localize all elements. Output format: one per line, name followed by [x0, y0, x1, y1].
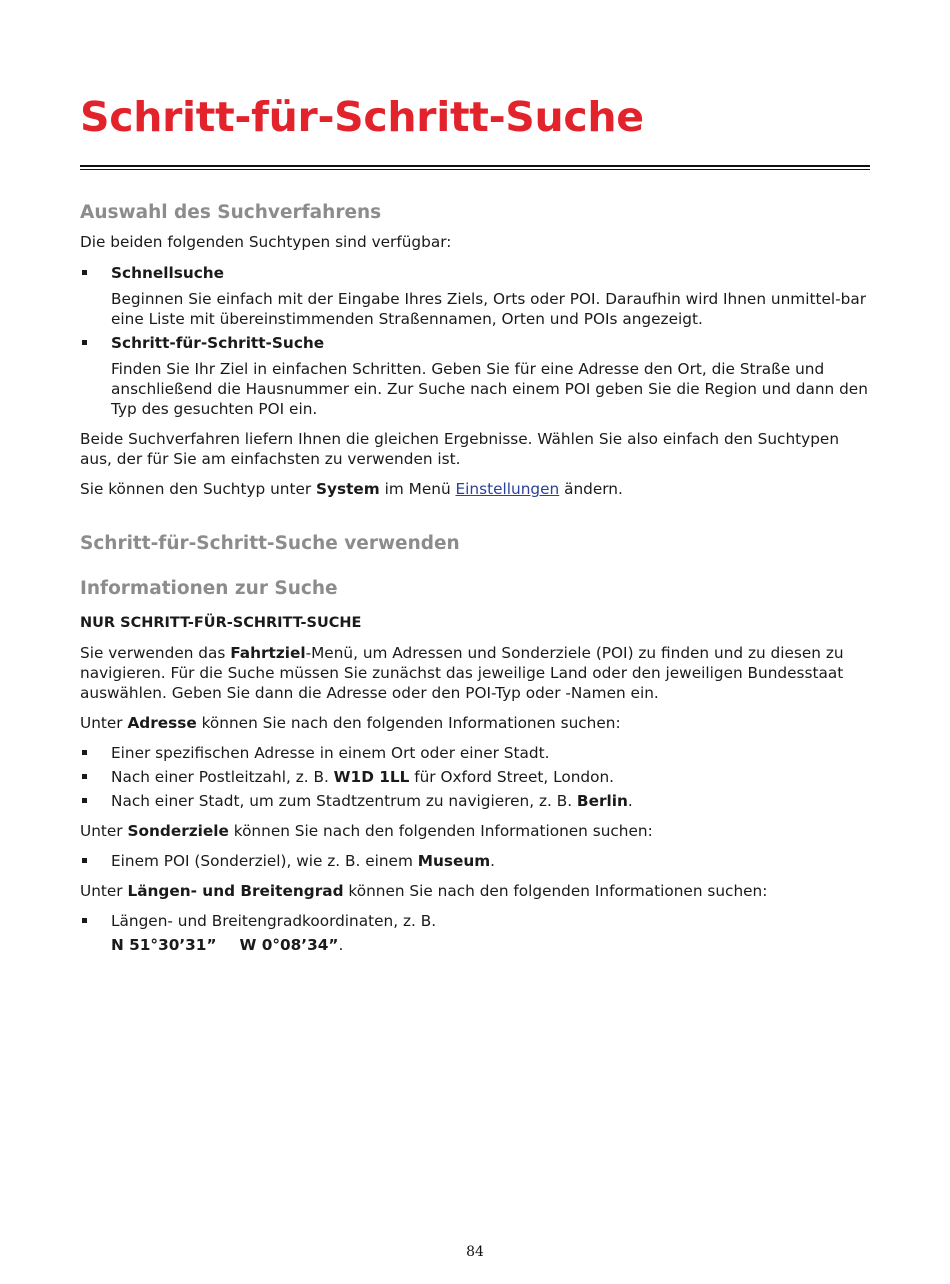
item-description: Beginnen Sie einfach mit der Eingabe Ihres Ziels, Orts oder POI. Daraufhin wird Ihnen unmittel-bar eine Liste mit übereinstimmenden Straßennamen, Orten und POIs angezeigt. — [111, 290, 866, 328]
list-item — [80, 333, 870, 419]
change-paragraph: Sie können den Suchtyp unter System im Menü Einstellungen ändern. — [80, 480, 623, 498]
fahrtziel-paragraph: Sie verwenden das Fahrtziel-Menü, um Adressen und Sonderziele (POI) zu finden und zu diesen zu navigieren. Für die Suche müssen Sie zunächst das jeweilige Land oder den jeweiligen Bundesstaat auswählen. Geben Sie dann die Adresse oder den POI-Typ oder -Namen ein. — [80, 644, 844, 702]
page-content — [80, 201, 870, 955]
list-item: Längen- und Breitengradkoordinaten, z. B. N 51°30’31” W 0°08’34”. — [80, 911, 870, 955]
poi-intro: Unter Sonderziele können Sie nach den folgenden Informationen suchen: — [80, 822, 653, 840]
item-label: Schnellsuche — [111, 264, 225, 282]
title-divider — [80, 165, 870, 170]
intro-text: Die beiden folgenden Suchtypen sind verfügbar: — [80, 233, 452, 251]
page-number: 84 — [466, 1244, 484, 1260]
list-item: Nach einer Postleitzahl, z. B. W1D 1LL für Oxford Street, London. — [80, 767, 870, 787]
address-intro: Unter Adresse können Sie nach den folgenden Informationen suchen: — [80, 714, 621, 732]
item-description: Finden Sie Ihr Ziel in einfachen Schritten. Geben Sie für eine Adresse den Ort, die Straße und anschließend die Hausnummer ein. Zur Suche nach einem POI geben Sie die Region und dann den Typ des gesuchten POI ein. — [111, 360, 868, 418]
page-title: Schritt-für-Schritt-Suche — [80, 93, 644, 141]
section-heading-verwenden: Schritt-für-Schritt-Suche verwenden — [80, 533, 460, 554]
section-heading-informationen: Informationen zur Suche — [80, 578, 338, 599]
bullet-icon — [82, 918, 87, 923]
list-item — [80, 263, 870, 329]
coords-list — [80, 911, 870, 955]
poi-list — [80, 851, 870, 871]
section-heading-auswahl: Auswahl des Suchverfahrens — [80, 202, 382, 223]
bullet-icon — [82, 774, 87, 779]
item-label: Schritt-für-Schritt-Suche — [111, 334, 325, 352]
bullet-icon — [82, 270, 87, 275]
subheading: NUR SCHRITT-FÜR-SCHRITT-SUCHE — [80, 615, 362, 631]
bullet-icon — [82, 798, 87, 803]
bullet-icon — [82, 750, 87, 755]
coordinate-example: N 51°30’31” W 0°08’34”. — [111, 936, 344, 954]
list-item: Einem POI (Sonderziel), wie z. B. einem Museum. — [80, 851, 870, 871]
search-type-list — [80, 263, 870, 419]
bullet-icon — [82, 858, 87, 863]
results-paragraph: Beide Suchverfahren liefern Ihnen die gleichen Ergebnisse. Wählen Sie also einfach den Suchtypen aus, der für Sie am einfachsten zu verwenden ist. — [80, 430, 840, 468]
coords-intro: Unter Längen- und Breitengrad können Sie nach den folgenden Informationen suchen: — [80, 882, 768, 900]
einstellungen-link[interactable]: Einstellungen — [455, 480, 560, 498]
bullet-icon — [82, 340, 87, 345]
list-item: Nach einer Stadt, um zum Stadtzentrum zu navigieren, z. B. Berlin. — [80, 791, 870, 811]
list-item: Einer spezifischen Adresse in einem Ort oder einer Stadt. — [80, 743, 870, 763]
address-list — [80, 743, 870, 811]
